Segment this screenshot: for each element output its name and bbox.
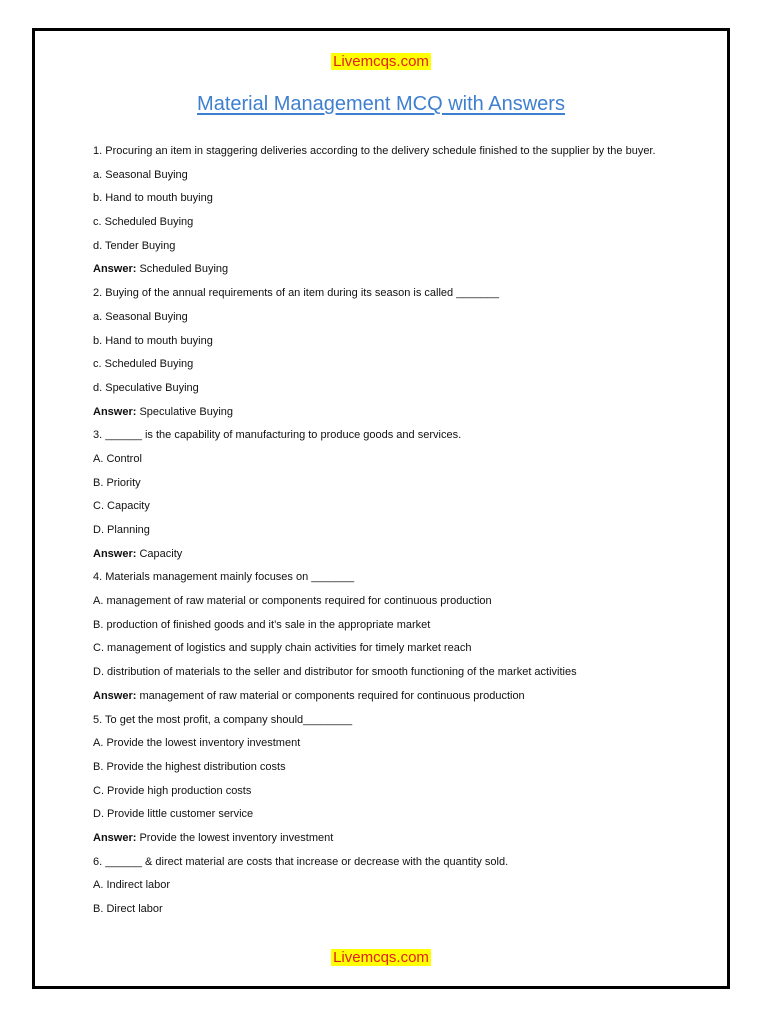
question-5-option-a: A. Provide the lowest inventory investment [93, 737, 301, 750]
answer-label: Answer: [93, 263, 137, 276]
question-1-option-c: c. Scheduled Buying [93, 216, 194, 229]
answer-label: Answer: [93, 689, 137, 702]
site-brand-footer[interactable]: Livemcqs.com [333, 949, 429, 966]
question-3-option-a: A. Control [93, 452, 142, 465]
question-3-option-b: B. Priority [93, 476, 141, 489]
question-1-option-a: a. Seasonal Buying [93, 168, 188, 181]
question-5-text: 5. To get the most profit, a company should________ [93, 713, 353, 726]
document-page [32, 28, 730, 989]
question-4-answer-value: management of raw material or components required for continuous production [139, 689, 525, 702]
page-title: Material Management MCQ with Answers [197, 93, 565, 115]
question-2-option-b: b. Hand to mouth buying [93, 334, 213, 347]
question-6-text: 6. ______ & direct material are costs that increase or decrease with the quantity sold. [93, 855, 509, 868]
question-4-answer [93, 688, 673, 704]
question-1-answer [93, 261, 673, 277]
mcq-list [93, 143, 673, 925]
answer-label: Answer: [93, 405, 137, 418]
question-6-option-a: A. Indirect labor [93, 879, 171, 892]
answer-label: Answer: [93, 547, 137, 560]
question-4-option-b: B. production of finished goods and it’s sale in the appropriate market [93, 618, 431, 631]
question-1-option-d: d. Tender Buying [93, 239, 176, 252]
question-3-answer-value: Capacity [139, 547, 183, 560]
question-5-answer-value: Provide the lowest inventory investment [139, 831, 334, 844]
question-1-answer-value: Scheduled Buying [139, 263, 229, 276]
answer-label: Answer: [93, 831, 137, 844]
question-1-option-b: b. Hand to mouth buying [93, 192, 213, 205]
question-4-option-d: D. distribution of materials to the seller and distributor for smooth functioning of the market activities [93, 666, 577, 679]
site-brand-header[interactable]: Livemcqs.com [333, 53, 429, 70]
question-5-option-d: D. Provide little customer service [93, 808, 254, 821]
question-2-answer [93, 404, 673, 420]
question-3-text: 3. ______ is the capability of manufacturing to produce goods and services. [93, 429, 462, 442]
question-4-option-c: C. management of logistics and supply chain activities for timely market reach [93, 642, 472, 655]
question-2-option-c: c. Scheduled Buying [93, 358, 194, 371]
question-5-option-b: B. Provide the highest distribution costs [93, 760, 286, 773]
question-3-option-d: D. Planning [93, 524, 150, 536]
question-1-text: 1. Procuring an item in staggering deliveries according to the delivery schedule finished to the supplier by the buyer. [93, 145, 656, 157]
question-3-answer [93, 546, 673, 562]
question-5-answer [93, 830, 673, 846]
question-4-option-a: A. management of raw material or components required for continuous production [93, 595, 492, 608]
question-2-answer-value: Speculative Buying [139, 405, 234, 418]
question-5-option-c: C. Provide high production costs [93, 784, 252, 797]
question-4-text: 4. Materials management mainly focuses on _______ [93, 571, 355, 584]
question-6-option-b: B. Direct labor [93, 903, 163, 915]
question-2-option-a: a. Seasonal Buying [93, 310, 188, 323]
question-3-option-c: C. Capacity [93, 500, 150, 513]
question-2-text: 2. Buying of the annual requirements of an item during its season is called _______ [93, 287, 500, 300]
question-2-option-d: d. Speculative Buying [93, 381, 199, 394]
